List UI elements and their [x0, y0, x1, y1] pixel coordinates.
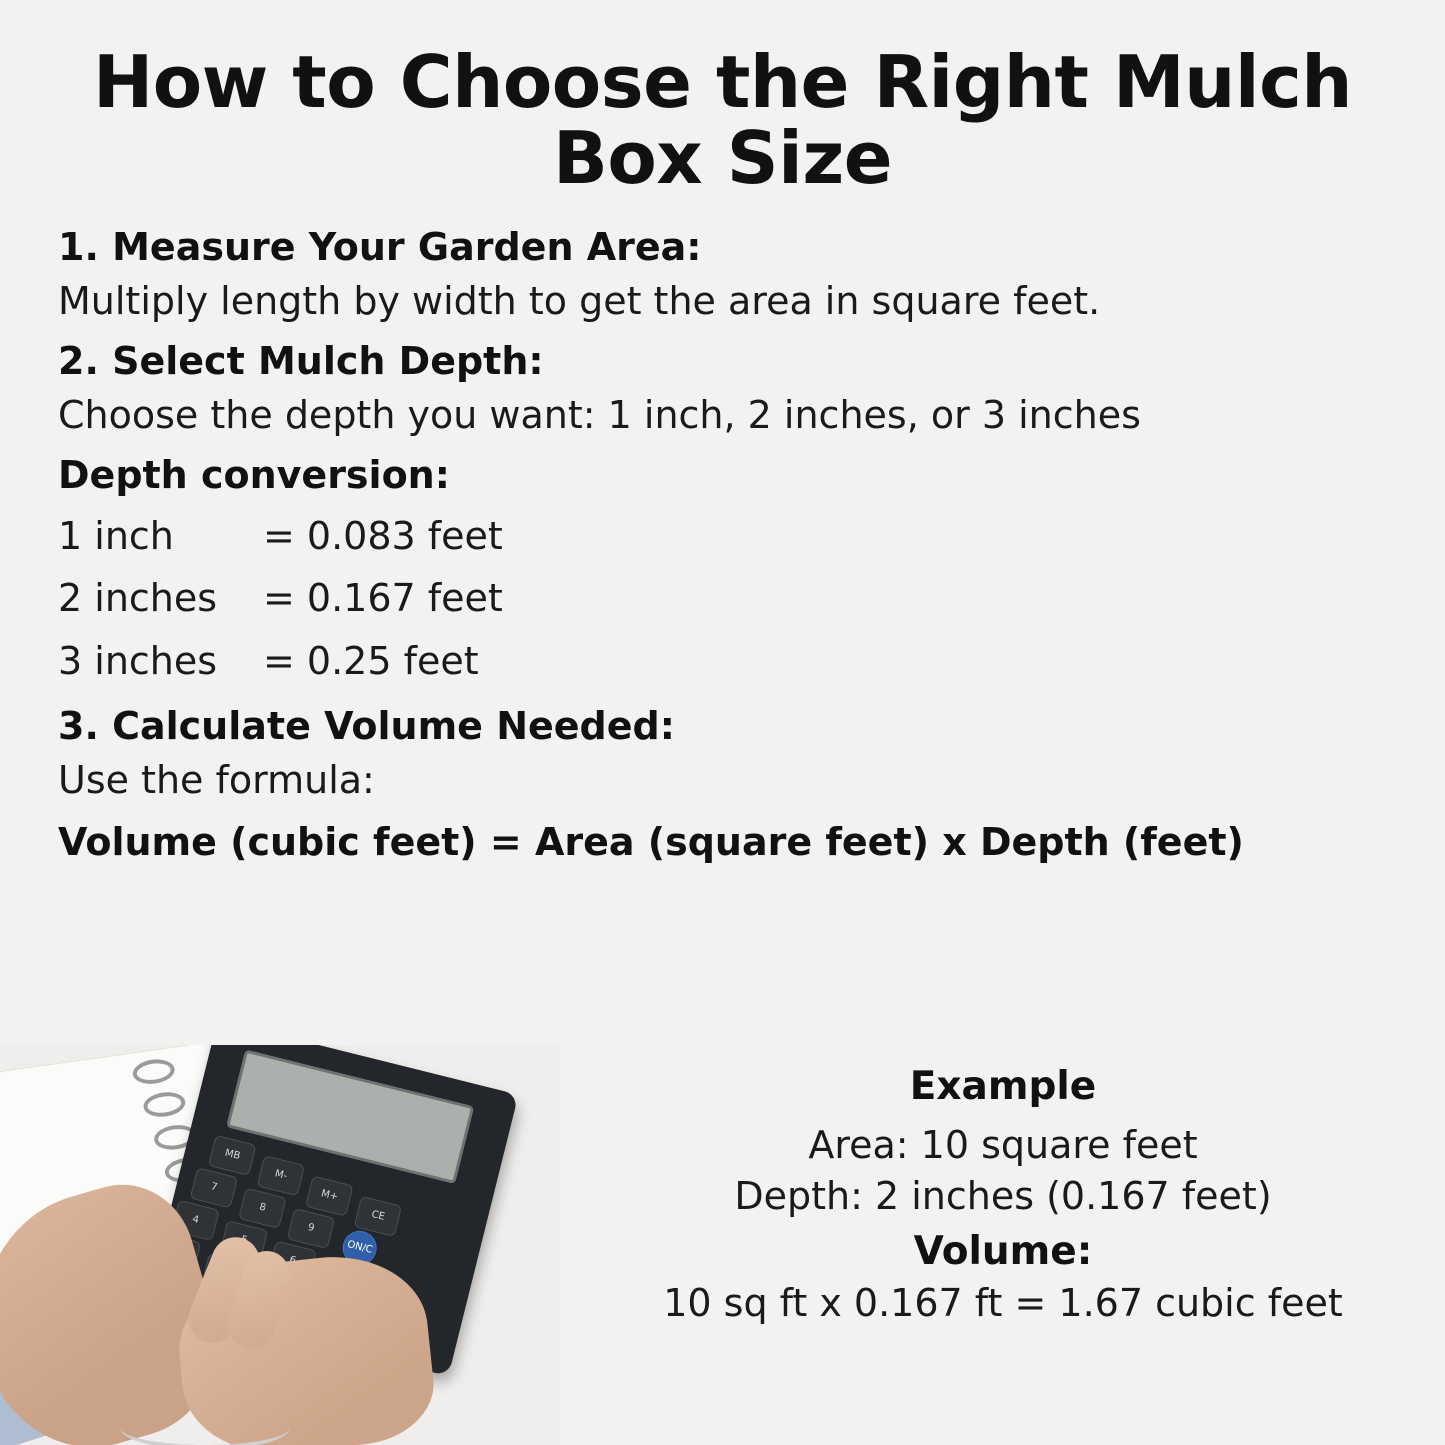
table-row	[58, 567, 503, 629]
example-depth: Depth: 2 inches (0.167 feet)	[734, 1173, 1272, 1218]
calculator-key: M+	[305, 1175, 353, 1216]
steps-section	[46, 223, 1399, 868]
conversion-value: = 0.25 feet	[263, 638, 479, 683]
calculator-key: MB	[208, 1135, 256, 1176]
calculator-key: CE	[354, 1196, 402, 1237]
volume-formula: Volume (cubic feet) = Area (square feet) x Depth (feet)	[58, 819, 1244, 864]
example-area: Area: 10 square feet	[808, 1122, 1198, 1167]
calculator-photo	[0, 1045, 560, 1445]
step-2-body: Choose the depth you want: 1 inch, 2 inches, or 3 inches	[58, 393, 1141, 438]
conversion-unit: 3 inches	[58, 638, 218, 683]
example-volume-value: 10 sq ft x 0.167 ft = 1.67 cubic feet	[663, 1280, 1343, 1325]
example-block	[603, 1063, 1403, 1329]
conversion-value: = 0.167 feet	[263, 576, 503, 621]
bottom-section	[0, 1045, 1445, 1445]
table-row	[58, 630, 503, 692]
step-3-body: Use the formula:	[58, 758, 375, 803]
example-title: Example	[909, 1064, 1097, 1109]
table-row	[58, 505, 503, 567]
example-volume-label: Volume:	[913, 1228, 1093, 1274]
conversion-value: = 0.083 feet	[263, 514, 503, 559]
calculator-key: 9	[287, 1208, 335, 1249]
calculator-key: M-	[257, 1155, 305, 1196]
cable	[120, 1405, 290, 1445]
calculator-key-onc: ON/C	[339, 1227, 380, 1268]
depth-conversion-heading: Depth conversion:	[58, 452, 450, 497]
step-2-heading: 2. Select Mulch Depth:	[58, 338, 544, 383]
step-1-heading: 1. Measure Your Garden Area:	[58, 224, 702, 269]
calculator-key: 7	[190, 1167, 238, 1208]
page-title: How to Choose the Right Mulch Box Size	[92, 40, 1353, 201]
step-3-heading: 3. Calculate Volume Needed:	[58, 703, 675, 748]
calculator-key: 8	[238, 1188, 286, 1229]
calculator-key: 4	[171, 1200, 219, 1241]
conversion-unit: 2 inches	[58, 576, 218, 621]
step-1-body: Multiply length by width to get the area in square feet.	[58, 279, 1101, 324]
depth-conversion-table	[58, 505, 503, 691]
conversion-unit: 1 inch	[58, 514, 174, 559]
